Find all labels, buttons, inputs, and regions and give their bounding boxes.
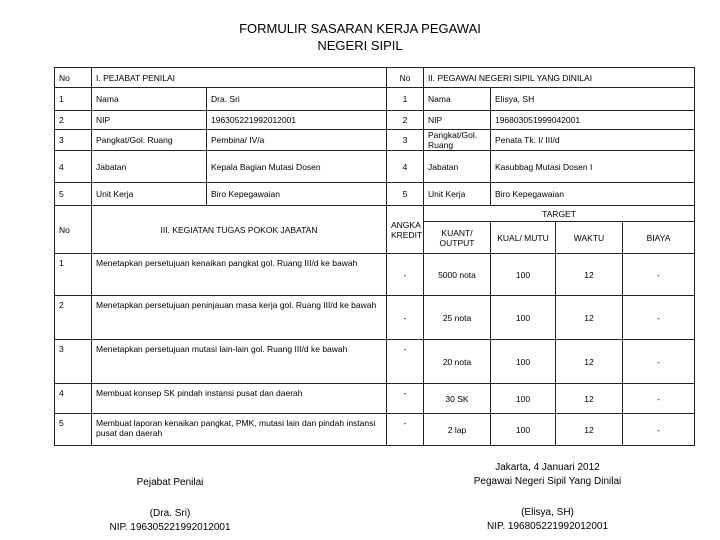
identity-row bbox=[55, 111, 695, 130]
identity-value: Biro Kepegawaian bbox=[207, 183, 387, 206]
task-row bbox=[55, 384, 695, 414]
task-no: 4 bbox=[55, 384, 92, 414]
task-kual: 100 bbox=[491, 254, 556, 296]
identity-value-2: Elisya, SH bbox=[491, 88, 695, 111]
task-kegiatan: Menetapkan persetujuan peninjauan masa kerja gol. Ruang III/d ke bawah bbox=[92, 296, 387, 340]
identity-no: 2 bbox=[55, 111, 92, 130]
task-row bbox=[55, 296, 695, 340]
identity-label-2: Pangkat/Gol. Ruang bbox=[424, 130, 491, 151]
signature-right-place-date: Jakarta, 4 Januari 2012 bbox=[495, 462, 600, 473]
identity-label: Pangkat/Gol. Ruang bbox=[92, 130, 207, 151]
task-biaya: - bbox=[623, 254, 695, 296]
identity-header-row bbox=[55, 68, 695, 88]
task-biaya: - bbox=[623, 340, 695, 384]
identity-label: NIP bbox=[92, 111, 207, 130]
identity-value: Kepala Bagian Mutasi Dosen bbox=[207, 151, 387, 183]
task-row bbox=[55, 254, 695, 296]
task-kegiatan: Membuat konsep SK pindah instansi pusat dan daerah bbox=[92, 384, 387, 414]
identity-label: Unit Kerja bbox=[92, 183, 207, 206]
task-kuant: 25 nota bbox=[424, 296, 491, 340]
identity-label-2: NIP bbox=[424, 111, 491, 130]
task-waktu: 12 bbox=[556, 384, 623, 414]
signature-left-name: (Dra. Sri) bbox=[149, 508, 191, 519]
task-angka-kredit: - bbox=[387, 340, 424, 384]
task-kegiatan: Menetapkan persetujuan mutasi lain-lain gol. Ruang III/d ke bawah bbox=[92, 340, 387, 384]
task-biaya: - bbox=[623, 296, 695, 340]
tasks-header-biaya: BIAYA bbox=[623, 222, 695, 254]
task-kuant: 20 nota bbox=[424, 340, 491, 384]
identity-label: Jabatan bbox=[92, 151, 207, 183]
task-waktu: 12 bbox=[556, 296, 623, 340]
task-no: 5 bbox=[55, 414, 92, 446]
identity-no-2: 3 bbox=[387, 130, 424, 151]
signature-right bbox=[440, 461, 655, 534]
task-biaya: - bbox=[623, 384, 695, 414]
identity-no-2: 4 bbox=[387, 151, 424, 183]
task-waktu: 12 bbox=[556, 254, 623, 296]
identity-label-2: Jabatan bbox=[424, 151, 491, 183]
identity-value-2: Biro Kepegawaian bbox=[491, 183, 695, 206]
header-pejabat-penilai: I. PEJABAT PENILAI bbox=[92, 68, 387, 88]
task-kual: 100 bbox=[491, 414, 556, 446]
identity-label-2: Nama bbox=[424, 88, 491, 111]
identity-no: 4 bbox=[55, 151, 92, 183]
identity-row bbox=[55, 130, 695, 151]
task-row bbox=[55, 414, 695, 446]
signature-right-role: Pegawai Negeri Sipil Yang Dinilai bbox=[473, 476, 622, 487]
identity-value-2: Kasubbag Mutasi Dosen I bbox=[491, 151, 695, 183]
identity-no: 1 bbox=[55, 88, 92, 111]
task-row bbox=[55, 340, 695, 384]
signature-left-nip: NIP. 196305221992012001 bbox=[109, 522, 231, 533]
identity-no-2: 5 bbox=[387, 183, 424, 206]
form-title bbox=[0, 20, 720, 54]
tasks-header-kegiatan: III. KEGIATAN TUGAS POKOK JABATAN bbox=[92, 206, 387, 254]
identity-no: 5 bbox=[55, 183, 92, 206]
signature-right-nip: NIP. 196805221992012001 bbox=[486, 521, 609, 532]
task-kual: 100 bbox=[491, 340, 556, 384]
task-angka-kredit: - bbox=[387, 414, 424, 446]
identity-row bbox=[55, 88, 695, 111]
identity-label: Nama bbox=[92, 88, 207, 111]
tasks-header-no: No bbox=[55, 206, 92, 254]
task-no: 2 bbox=[55, 296, 92, 340]
tasks-header-kual: KUAL/ MUTU bbox=[491, 222, 556, 254]
identity-label-2: Unit Kerja bbox=[424, 183, 491, 206]
identity-no-2: 1 bbox=[387, 88, 424, 111]
identity-value-2: 196803051999042001 bbox=[491, 111, 695, 130]
task-kuant: 5000 nota bbox=[424, 254, 491, 296]
header-pegawai-dinilai: II. PEGAWAI NEGERI SIPIL YANG DINILAI bbox=[424, 68, 695, 88]
identity-value: Dra. Sri bbox=[207, 88, 387, 111]
task-angka-kredit: - bbox=[387, 296, 424, 340]
task-waktu: 12 bbox=[556, 414, 623, 446]
task-kegiatan: Membuat laporan kenaikan pangkat, PMK, mutasi lain dan pindah instansi pusat dan daerah bbox=[92, 414, 387, 446]
form-title-line-1: FORMULIR SASARAN KERJA PEGAWAI bbox=[239, 21, 481, 36]
task-angka-kredit: - bbox=[387, 254, 424, 296]
task-kual: 100 bbox=[491, 384, 556, 414]
task-angka-kredit: - bbox=[387, 384, 424, 414]
task-kual: 100 bbox=[491, 296, 556, 340]
skp-form-table bbox=[54, 67, 695, 446]
task-kuant: 2 lap bbox=[424, 414, 491, 446]
identity-row bbox=[55, 183, 695, 206]
signature-left-role: Pejabat Penilai bbox=[136, 477, 204, 488]
tasks-header-kuant: KUANT/ OUTPUT bbox=[424, 222, 491, 254]
identity-value-2: Penata Tk. I/ III/d bbox=[491, 130, 695, 151]
tasks-header-row bbox=[55, 206, 695, 222]
identity-value: 196305221992012001 bbox=[207, 111, 387, 130]
header-no-right: No bbox=[387, 68, 424, 88]
task-no: 3 bbox=[55, 340, 92, 384]
tasks-header-target: TARGET bbox=[424, 206, 695, 222]
task-biaya: - bbox=[623, 414, 695, 446]
task-kuant: 30 SK bbox=[424, 384, 491, 414]
signature-right-name: (Elisya, SH) bbox=[521, 507, 574, 518]
identity-no-2: 2 bbox=[387, 111, 424, 130]
tasks-header-angka-kredit: ANGKA KREDIT bbox=[387, 206, 424, 254]
identity-no: 3 bbox=[55, 130, 92, 151]
task-kegiatan: Menetapkan persetujuan kenaikan pangkat gol. Ruang III/d ke bawah bbox=[92, 254, 387, 296]
signature-left bbox=[70, 476, 270, 535]
header-no-left: No bbox=[55, 68, 92, 88]
tasks-header-waktu: WAKTU bbox=[556, 222, 623, 254]
task-no: 1 bbox=[55, 254, 92, 296]
identity-value: Pembina/ IV/a bbox=[207, 130, 387, 151]
task-waktu: 12 bbox=[556, 340, 623, 384]
identity-row bbox=[55, 151, 695, 183]
form-title-line-2: NEGERI SIPIL bbox=[317, 38, 403, 53]
